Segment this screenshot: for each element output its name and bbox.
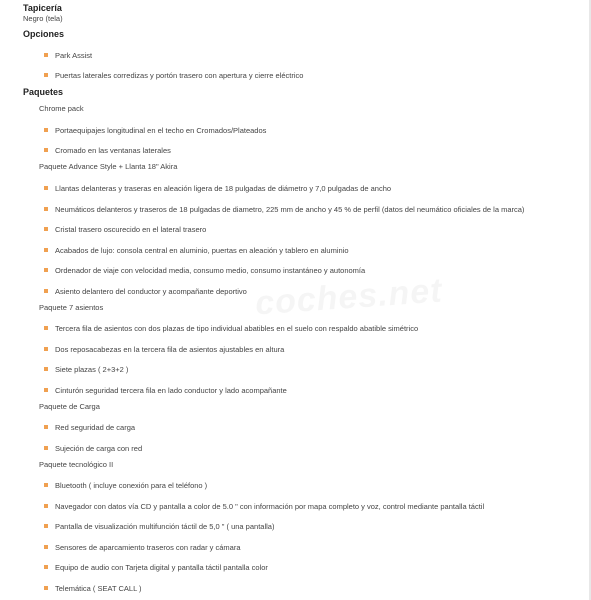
section-title-tapiceria: Tapicería bbox=[23, 3, 62, 13]
list-item-text: Sujeción de carga con red bbox=[55, 443, 143, 453]
list-item-text: Red seguridad de carga bbox=[55, 422, 136, 432]
bullet-icon bbox=[44, 504, 48, 508]
list-item-text: Portaequipajes longitudinal en el techo en Cromados/Plateados bbox=[55, 125, 267, 135]
bullet-icon bbox=[44, 268, 48, 272]
bullet-icon bbox=[44, 425, 48, 429]
bullet-icon bbox=[44, 289, 48, 293]
list-item bbox=[44, 182, 391, 194]
list-item-text: Navegador con datos vía CD y pantalla a color de 5.0 " con información por mapa completo y voz, control mediante pantalla táctil bbox=[55, 501, 485, 511]
package-title: Paquete de Carga bbox=[39, 402, 100, 411]
list-item-text: Pantalla de visualización multifunción táctil de 5,0 " ( una pantalla) bbox=[55, 521, 275, 531]
bullet-icon bbox=[44, 53, 48, 57]
bullet-icon bbox=[44, 483, 48, 487]
bullet-icon bbox=[44, 227, 48, 231]
list-item bbox=[44, 479, 207, 491]
list-item bbox=[44, 49, 92, 61]
tapiceria-value: Negro (tela) bbox=[23, 14, 63, 23]
list-item bbox=[44, 442, 142, 454]
bullet-icon bbox=[44, 586, 48, 590]
list-item bbox=[44, 322, 418, 334]
list-item-text: Sensores de aparcamiento traseros con radar y cámara bbox=[55, 542, 241, 552]
list-item bbox=[44, 561, 268, 573]
bullet-icon bbox=[44, 524, 48, 528]
list-item-text: Acabados de lujo: consola central en aluminio, puertas en aleación y tablero en aluminio bbox=[55, 245, 349, 255]
list-item bbox=[44, 541, 241, 553]
list-item bbox=[44, 244, 349, 256]
package-title: Chrome pack bbox=[39, 104, 84, 113]
section-title-paquetes: Paquetes bbox=[23, 87, 64, 97]
bullet-icon bbox=[44, 446, 48, 450]
list-item-text: Puertas laterales corredizas y portón trasero con apertura y cierre eléctrico bbox=[55, 70, 304, 80]
package-title: Paquete tecnológico II bbox=[39, 460, 114, 469]
list-item bbox=[44, 285, 247, 297]
bullet-icon bbox=[44, 388, 48, 392]
bullet-icon bbox=[44, 347, 48, 351]
list-item-text: Cinturón seguridad tercera fila en lado conductor y lado acompañante bbox=[55, 385, 287, 395]
list-item-text: Bluetooth ( incluye conexión para el teléfono ) bbox=[55, 480, 208, 490]
section-title-opciones: Opciones bbox=[23, 29, 65, 39]
list-item bbox=[44, 343, 284, 355]
list-item-text: Cromado en las ventanas laterales bbox=[55, 145, 171, 155]
list-item-text: Equipo de audio con Tarjeta digital y pantalla táctil pantalla color bbox=[55, 562, 268, 572]
bullet-icon bbox=[44, 545, 48, 549]
list-item bbox=[44, 69, 303, 81]
bullet-icon bbox=[44, 207, 48, 211]
list-item-text: Dos reposacabezas en la tercera fila de asientos ajustables en altura bbox=[55, 344, 285, 354]
list-item bbox=[44, 223, 206, 235]
list-item-text: Park Assist bbox=[55, 50, 93, 60]
bullet-icon bbox=[44, 326, 48, 330]
list-item-text: Llantas delanteras y traseras en aleación ligera de 18 pulgadas de diámetro y 7,0 pulgadas de ancho bbox=[55, 183, 392, 193]
list-item bbox=[44, 363, 128, 375]
list-item-text: Neumáticos delanteros y traseros de 18 pulgadas de diametro, 225 mm de ancho y 45 % de perfil (datos del neumático oficiales de la marca) bbox=[55, 204, 525, 214]
list-item bbox=[44, 264, 365, 276]
list-item bbox=[44, 582, 142, 594]
list-item bbox=[44, 384, 287, 396]
package-title: Paquete 7 asientos bbox=[39, 303, 104, 312]
list-item bbox=[44, 500, 484, 512]
list-item-text: Telemática ( SEAT CALL ) bbox=[55, 583, 142, 593]
list-item-text: Tercera fila de asientos con dos plazas de tipo individual abatibles en el suelo con respaldo abatible simétrico bbox=[55, 323, 419, 333]
bullet-icon bbox=[44, 128, 48, 132]
list-item-text: Ordenador de viaje con velocidad media, consumo medio, consumo instantáneo y autonomía bbox=[55, 265, 366, 275]
package-title: Paquete Advance Style + Llanta 18" Akira bbox=[39, 162, 178, 171]
list-item-text: Siete plazas ( 2+3+2 ) bbox=[55, 364, 129, 374]
list-item bbox=[44, 144, 171, 156]
bullet-icon bbox=[44, 565, 48, 569]
list-item bbox=[44, 520, 274, 532]
bullet-icon bbox=[44, 248, 48, 252]
list-item-text: Cristal trasero oscurecido en el lateral trasero bbox=[55, 224, 207, 234]
watermark-logo bbox=[254, 272, 444, 324]
list-item-text: Asiento delantero del conductor y acompañante deportivo bbox=[55, 286, 247, 296]
list-item bbox=[44, 203, 524, 215]
bullet-icon bbox=[44, 186, 48, 190]
bullet-icon bbox=[44, 367, 48, 371]
list-item bbox=[44, 124, 266, 136]
bullet-icon bbox=[44, 148, 48, 152]
bullet-icon bbox=[44, 73, 48, 77]
list-item bbox=[44, 421, 135, 433]
